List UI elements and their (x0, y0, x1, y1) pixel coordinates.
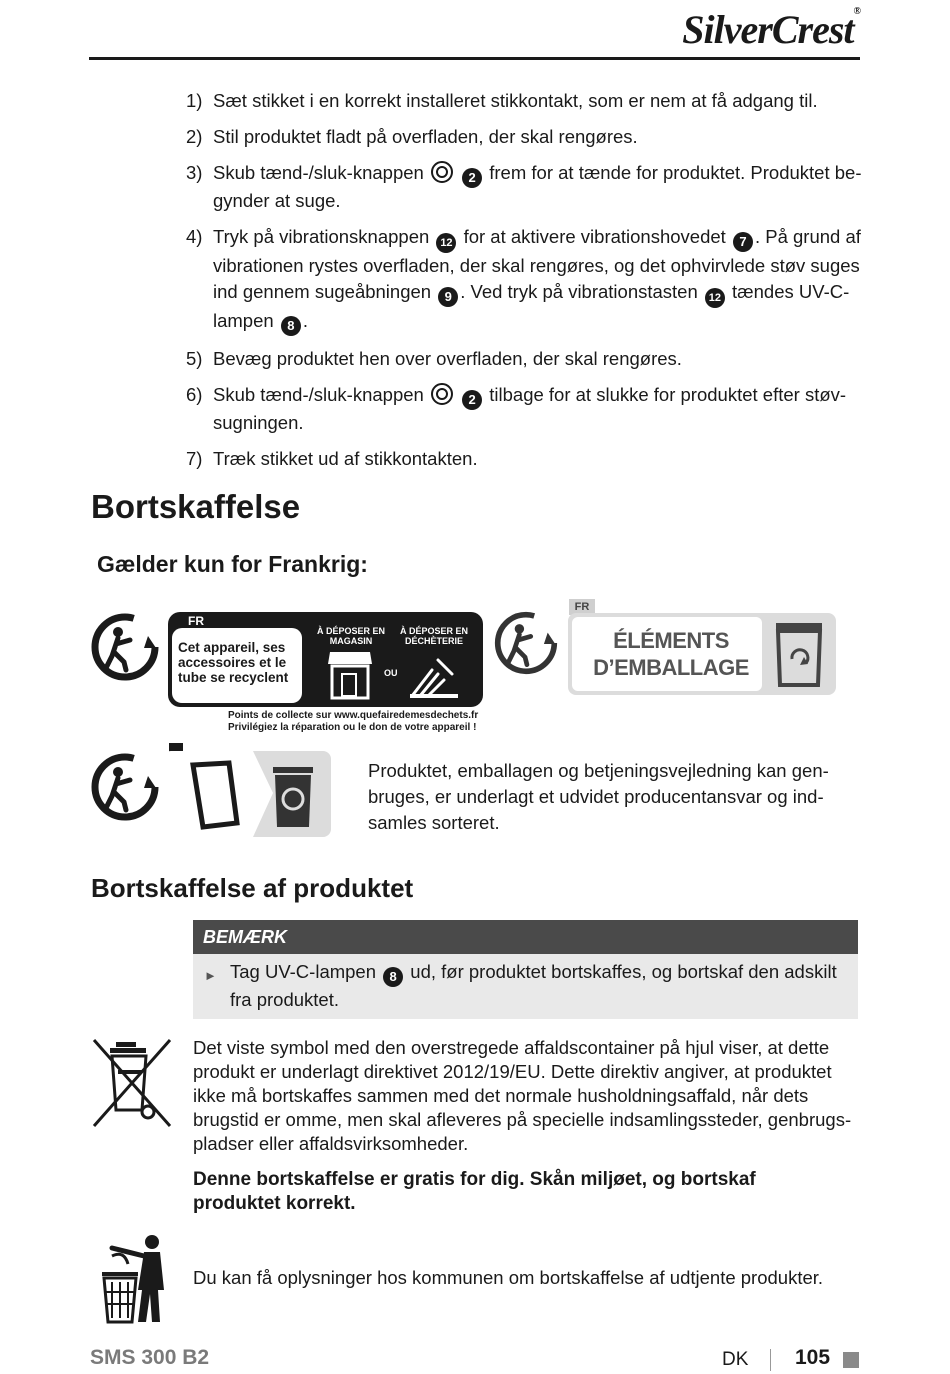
packaging-label (568, 613, 836, 695)
france-paragraph: Produktet, emballagen og betjeningsvejledning kan genbruges, er underlagt et udvidet producentansvar og indsamles sorteret. (368, 760, 829, 833)
step-3: 3) Skub tænd-/sluk-knappen 2 frem for at tænde for produktet. Produktet begynder at suge. (186, 162, 862, 211)
step-4: 4) Tryk på vibrationsknappen 12 for at aktivere vibrationshovedet 7 . På grund af vibrationen rystes overfladen, der skal rengøres, og det ophvirvlede støv suges ind gennem sugeåbningen 9 . Ved tryk på vibrationstasten 12 tændes UV-C-lampen 8 . (186, 224, 866, 336)
page-number: 105 (795, 1346, 831, 1369)
footer-separator (770, 1349, 771, 1371)
fr-collection-points: Points de collecte sur www.quefairedemesdechets.fr Privilégiez la réparation ou le don de votre appareil ! (228, 710, 479, 733)
section-title: Bortskaffelse (91, 488, 301, 525)
step-6: 6) Skub tænd-/sluk-knappen 2 tilbage for at slukke for produktet efter støvsugningen. (186, 384, 847, 433)
dump-icon (408, 650, 460, 700)
free-disposal-notice: Denne bortskaffelse er gratis for dig. Skån miljøet, og bortskaf produktet korrekt. (193, 1169, 756, 1214)
crossed-out-bin-icon (90, 1036, 174, 1130)
footer-square-icon (843, 1352, 859, 1368)
ref-number-badge: 7 (733, 232, 753, 252)
note-heading: BEMÆRK (193, 920, 858, 954)
power-switch-icon (431, 383, 453, 405)
france-heading: Gælder kun for Frankrig: (97, 551, 368, 577)
fr-recycle-text: Cet appareil, ses accessoires et le tube se recyclent (178, 640, 289, 685)
ref-number-badge: 12 (436, 233, 456, 253)
triman-icon (493, 610, 559, 676)
fr-or-text: OU (384, 668, 398, 678)
step-1: 1) Sæt stikket i en korrekt installeret stikkontakt, som er nem at få adgang til. (186, 90, 818, 111)
step-5: 5) Bevæg produktet hen over overfladen, der skal rengøres. (186, 348, 682, 369)
footer-language: DK (722, 1349, 749, 1370)
ref-number-badge: 9 (438, 287, 458, 307)
product-disposal-heading: Bortskaffelse af produktet (91, 873, 414, 903)
fr-recycle-label (168, 612, 483, 707)
footer-model: SMS 300 B2 (90, 1346, 210, 1369)
ref-number-badge: 8 (281, 316, 301, 336)
fr-tag: FR (569, 599, 595, 615)
tidy-man-icon (98, 1234, 174, 1324)
brand-logo: SilverCrest® (682, 6, 860, 52)
note-body: ► Tag UV-C-lampen 8 ud, før produktet bortskaffes, og bortskaf den adskilt fra produktet. (204, 961, 837, 1010)
recycle-bin-icon (768, 621, 830, 689)
power-switch-icon (431, 161, 453, 183)
weee-paragraph: Det viste symbol med den overstregede affaldscontainer på hjul viser, at dette produkt er underlagt direktivet 2012/19/EU. Dette direktiv angiver, at produktet ikke må bortskaffes sammen med det normale husholdningsaffald, når dets brugstid er omme, men skal afleveres på specielle indsamlingssteder, genbrugspladser eller affaldsvirksomheder. (193, 1037, 852, 1154)
ref-number-badge: 2 (462, 390, 482, 410)
header-rule (89, 57, 860, 60)
store-icon (326, 650, 374, 700)
triman-icon (90, 752, 160, 822)
fr-col-store: À DÉPOSER EN MAGASIN (316, 626, 385, 646)
note-box (193, 920, 858, 1019)
ref-number-badge: 8 (383, 967, 403, 987)
paper-recycle-label-icon (163, 743, 333, 839)
arrow-bullet-icon: ► (204, 968, 217, 983)
packaging-text: ÉLÉMENTS D’EMBALLAGE (593, 628, 749, 680)
ref-number-badge: 2 (462, 168, 482, 188)
fr-col-dump: À DÉPOSER EN DÉCHÈTERIE (399, 626, 468, 646)
fr-tag: FR (182, 614, 210, 628)
step-2: 2) Stil produktet fladt på overfladen, der skal rengøres. (186, 126, 638, 147)
steps-list (186, 88, 866, 482)
ref-number-badge: 12 (705, 288, 725, 308)
municipality-info: Du kan få oplysninger hos kommunen om bortskaffelse af udtjente produkter. (193, 1267, 824, 1288)
step-7: 7) Træk stikket ud af stikkontakten. (186, 448, 478, 469)
triman-icon (90, 612, 160, 682)
